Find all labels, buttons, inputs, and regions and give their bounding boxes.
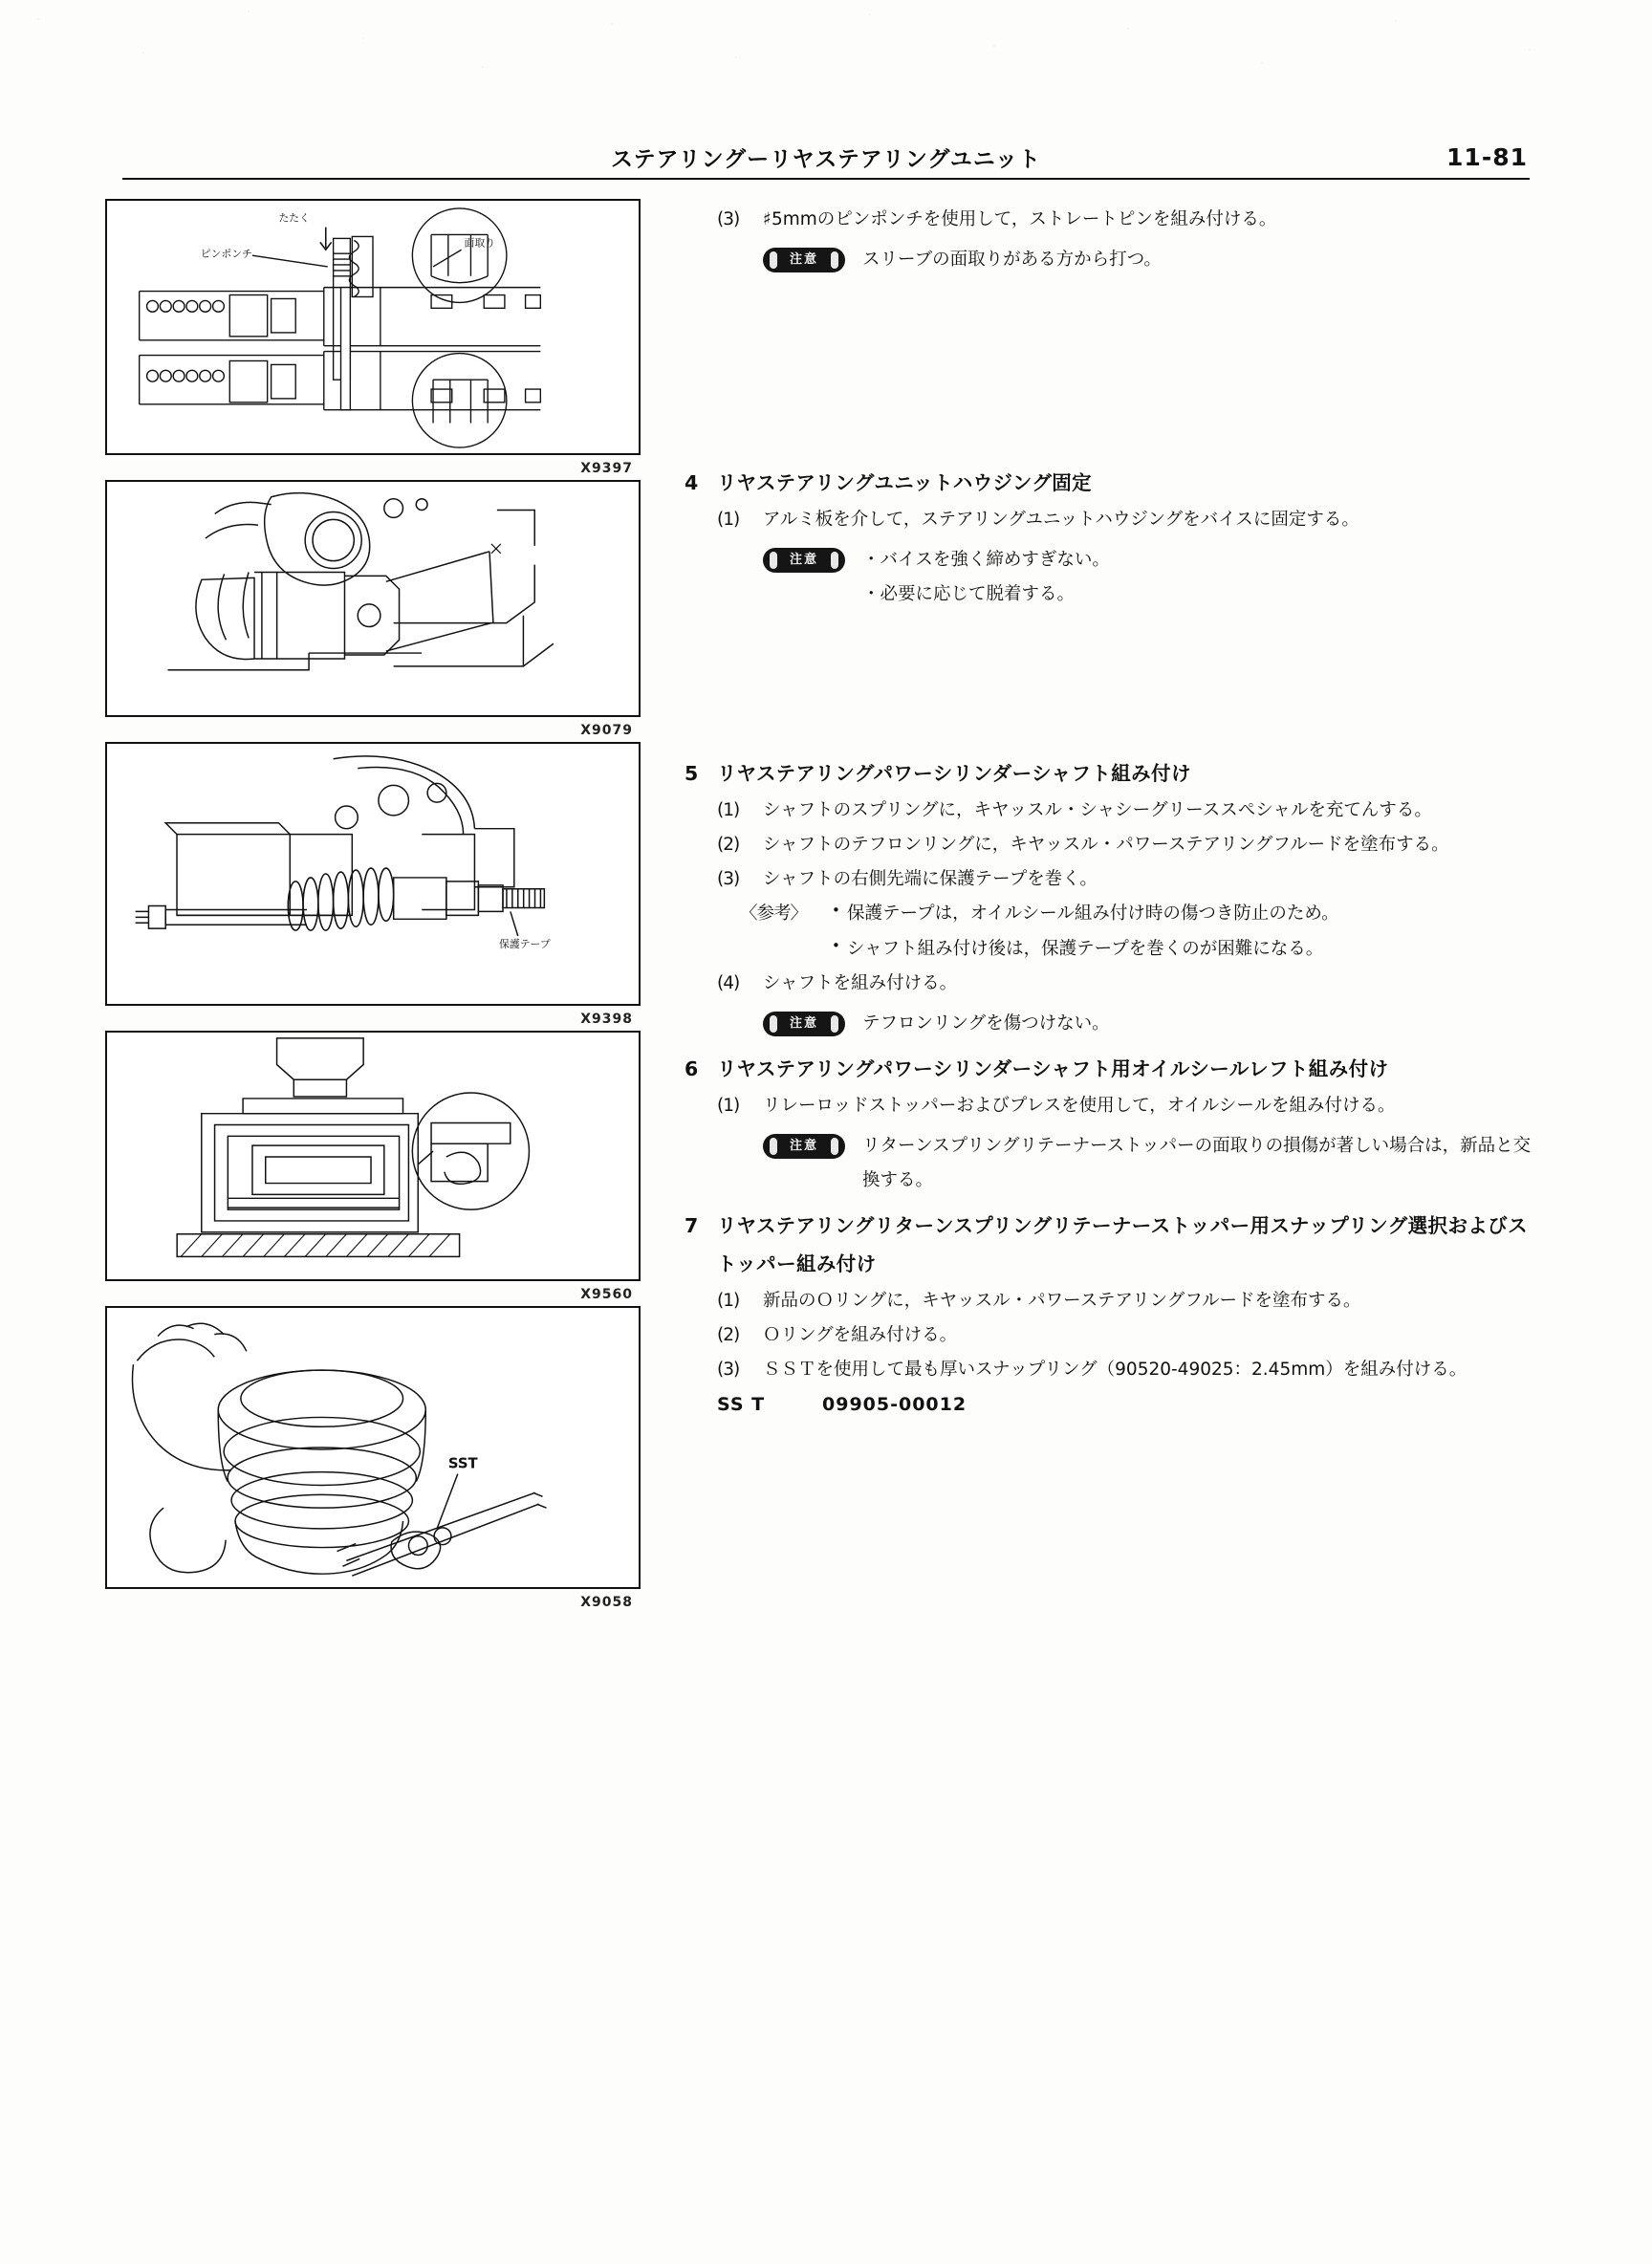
sub-number: (2)	[717, 835, 740, 856]
figure-x9079	[105, 480, 641, 738]
reference-body	[832, 897, 1545, 966]
caution-note	[763, 1127, 1545, 1198]
sub-text: リレーロッドストッパーおよびプレスを使用して，オイルシールを組み付ける。	[763, 1095, 1396, 1116]
sub-text: 新品のＯリングに，キヤッスル・パワーステアリングフルードを塗布する。	[763, 1290, 1361, 1311]
caution-badge	[763, 548, 845, 573]
step-number: 6	[685, 1056, 699, 1080]
caution-text-group	[862, 1127, 1545, 1198]
bullet-dot: •	[832, 902, 840, 920]
figure-x9560	[105, 1031, 641, 1302]
svg-text:SST: SST	[447, 1455, 478, 1472]
caution-line: テフロンリングを傷つけない。	[862, 1012, 1110, 1034]
step3-sub3	[685, 203, 1545, 277]
sst-part-number: 09905-00012	[822, 1393, 967, 1415]
sub-item	[717, 503, 1545, 537]
caution-line: ・バイスを強く締めすぎない。	[862, 550, 1110, 571]
step-title: リヤステアリングリターンスプリングリテーナーストッパー用スナップリング選択およびストッパー組み付け	[717, 1213, 1529, 1275]
figure-code: X9058	[580, 1595, 633, 1610]
sub-item	[717, 1089, 1545, 1123]
figure-code: X9397	[580, 461, 633, 476]
reference-bullet	[832, 897, 1545, 931]
caution-badge-label: 注意	[789, 252, 818, 268]
svg-text:保護テープ: 保護テープ	[499, 937, 551, 950]
figure-x9058	[105, 1306, 641, 1610]
step-heading	[685, 465, 1545, 503]
sst-line	[717, 1387, 1545, 1423]
sub-text: シャフトのテフロンリングに，キヤッスル・パワーステアリングフルードを塗布する。	[763, 835, 1449, 856]
bullet-text: 保護テープは，オイルシール組み付け時の傷つき防止のため。	[847, 903, 1339, 925]
figure-x9398	[105, 742, 641, 1027]
scan-noise	[0, 0, 1652, 86]
caution-note	[763, 1005, 1545, 1041]
step-heading	[685, 1208, 1545, 1284]
step-4	[685, 465, 1545, 612]
sub-number: (3)	[717, 1359, 740, 1380]
sub-number: (3)	[717, 869, 740, 890]
caution-text-group	[862, 241, 1545, 277]
caution-line: リターンスプリングリテーナーストッパーの面取りの損傷が著しい場合は，新品と交換する。	[862, 1135, 1532, 1190]
page-number: 11-81	[1446, 143, 1528, 171]
reference-bullet	[832, 932, 1545, 967]
page-header-title: ステアリングーリヤステアリングユニット	[610, 147, 1042, 172]
step-number: 5	[685, 762, 699, 786]
sub-number: (3)	[717, 209, 740, 229]
step-title: リヤステアリングパワーシリンダーシャフト用オイルシールレフト組み付け	[717, 1056, 1389, 1080]
figure-code: X9398	[580, 1012, 633, 1027]
caution-line: スリーブの面取りがある方から打つ。	[862, 250, 1162, 271]
sub-text: ＳＳＴを使用して最も厚いスナップリング（90520-49025：2.45mm）を組み付ける。	[763, 1359, 1467, 1380]
sub-item	[717, 828, 1545, 862]
sub-number: (1)	[717, 1290, 740, 1311]
sub-text: アルミ板を介して，ステアリングユニットハウジングをバイスに固定する。	[763, 510, 1359, 531]
sub-item	[717, 1284, 1545, 1318]
sub-text: Ｏリングを組み付ける。	[763, 1324, 958, 1345]
sub-number: (2)	[717, 1324, 740, 1345]
step-5	[685, 755, 1545, 1040]
step-heading	[685, 755, 1545, 794]
caution-badge-label: 注意	[789, 1139, 818, 1154]
svg-text:たたく: たたく	[278, 211, 310, 225]
caution-badge-label: 注意	[789, 1015, 818, 1031]
caution-note	[763, 241, 1545, 277]
sub-item	[717, 1353, 1545, 1387]
sub-item	[717, 1318, 1545, 1353]
sub-item	[717, 862, 1545, 897]
sub-number: (1)	[717, 510, 740, 531]
instruction-column	[685, 203, 1545, 1423]
step-title: リヤステアリングユニットハウジング固定	[717, 471, 1093, 495]
reference-label: 〈参考〉	[740, 903, 808, 925]
sub-number: (1)	[717, 800, 740, 821]
header-divider	[122, 178, 1530, 180]
step-6	[685, 1051, 1545, 1198]
figure-code: X9560	[580, 1287, 633, 1302]
sub-item	[717, 203, 1545, 237]
bullet-text: シャフト組み付け後は，保護テープを巻くのが困難になる。	[847, 938, 1324, 959]
svg-text:ピンポンチ: ピンポンチ	[200, 248, 252, 261]
svg-text:面取り: 面取り	[464, 236, 496, 250]
caution-note	[763, 541, 1545, 612]
step-7	[685, 1208, 1545, 1423]
step-number: 7	[685, 1213, 699, 1237]
figure-code: X9079	[580, 723, 633, 738]
figure-x9397	[105, 199, 641, 476]
step-number: 4	[685, 471, 699, 495]
caution-badge	[763, 1012, 845, 1036]
caution-badge	[763, 248, 845, 272]
sub-text: シャフトのスプリングに，キヤッスル・シャシーグリーススペシャルを充てんする。	[763, 800, 1432, 821]
caution-badge-label: 注意	[789, 553, 818, 568]
sst-label: SS T	[717, 1393, 766, 1415]
sub-item	[717, 967, 1545, 1001]
step-title: リヤステアリングパワーシリンダーシャフト組み付け	[717, 762, 1191, 786]
figure-column	[105, 199, 641, 1610]
sub-text: シャフトを組み付ける。	[763, 972, 958, 993]
sub-number: (4)	[717, 972, 740, 993]
sub-number: (1)	[717, 1095, 740, 1116]
sub-item	[717, 794, 1545, 828]
step-heading	[685, 1051, 1545, 1089]
caution-text-group	[862, 1005, 1545, 1041]
sub-text: ♯5mmのピンポンチを使用して，ストレートピンを組み付ける。	[763, 209, 1277, 229]
sub-text: シャフトの右側先端に保護テープを巻く。	[763, 869, 1098, 890]
reference-note	[740, 897, 1545, 966]
caution-text-group	[862, 541, 1545, 612]
caution-badge	[763, 1134, 845, 1159]
caution-line: ・必要に応じて脱着する。	[862, 584, 1076, 605]
bullet-dot: •	[832, 936, 840, 954]
